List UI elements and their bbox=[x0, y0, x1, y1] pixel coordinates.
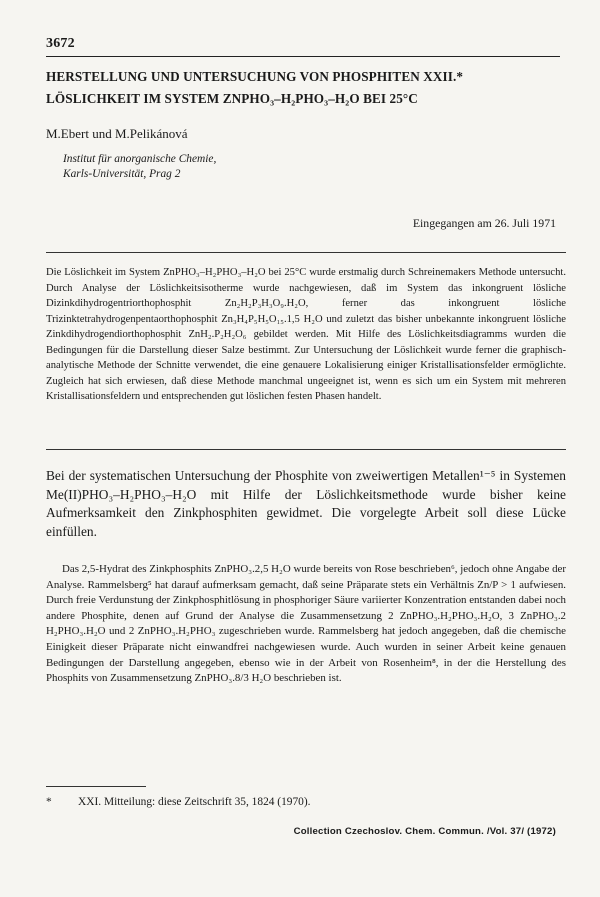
affiliation-line-2: Karls-Universität, Prag 2 bbox=[63, 168, 181, 180]
journal-footer: Collection Czechoslov. Chem. Commun. /Vol. 37/ (1972) bbox=[293, 826, 556, 837]
article-title bbox=[46, 66, 566, 110]
title-line-1: HERSTELLUNG UND UNTERSUCHUNG VON PHOSPHITEN XXII.* bbox=[46, 69, 464, 84]
affiliation-line-1: Institut für anorganische Chemie, bbox=[63, 153, 217, 165]
abstract-text: Die Löslichkeit im System ZnPHO₃–H₂PHO₃–H₂O bei 25°C wurde erstmalig durch Schreinemakers Methode untersucht. Durch Analyse der Löslichkeitsisotherme wurde nachgewiesen, daß im System das inkongruent lösliche Dizinkdihydrogentriorthophosphit Zn₂H₂P₃H₃O₉.H₂O, ferner das inkongruent lösliche Trizinktetrahydrogenpentaorthophosphit Zn₃H₄P₅H₅O₁₅.1,5 H₂O und zuletzt das bisher unbekannte inkongruent lösliche Zinkdihydrogendiorthophosphit ZnH₂.P₂H₂O₆ gebildet werden. Mit Hilfe des Löslichkeitsdiagramms wurden die Bedingungen für die Darstellung dieser Salze bestimmt. Zur Untersuchung der Löslichkeit wurde ferner die graphisch-analytische Methode der Schnitte verwendet, die eine genauere Lokalisierung einiger Kristallisationsfelder ermöglichte. Zugleich hat sich erwiesen, daß diese Methode manchmal ungeeignet ist, wenn es sich um ein System mit mehreren Kristallisationsfeldern und entsprechenden gut löslichen festen Phasen handelt. bbox=[46, 267, 566, 402]
footnote-rule bbox=[46, 786, 146, 787]
body-paragraph: Das 2,5-Hydrat des Zinkphosphits ZnPHO₃.2,5 H₂O wurde bereits von Rose beschrieben⁶, jedoch ohne Angabe der Analyse. Rammelsberg⁵ hat darauf aufmerksam gemacht, daß seine Präparate stets ein Verhältnis Zn/P > 1 aufwiesen. Durch freie Verdunstung der Zinkphosphitlösung in phosphoriger Säure variierter Konzentration entstanden dabei noch andere Phosphite, denen auf Grund der Analyse die Zusammensetzung 2 ZnPHO₃.H₂PHO₃.H₂O, 3 ZnPHO₃.2 H₂PHO₃.H₂O und 2 ZnPHO₃.H₂PHO₃ zugeschrieben wurde. Rammelsberg hat jedoch angegeben, daß die chemische Einigkeit dieser Präparate nicht einwandfrei nachgewiesen wurde. Auch wurden in seiner Arbeit keine genauen Bedingungen der Darstellung angegeben, ebenso wie in der Arbeit von Rosenheim⁸, in der die Herstellung des Phosphits von Zusammensetzung ZnPHO₃.8/3 H₂O beschrieben ist. bbox=[46, 563, 566, 685]
received-date: Eingegangen am 26. Juli 1971 bbox=[412, 216, 556, 230]
page-number: 3672 bbox=[46, 36, 75, 51]
header-rule bbox=[46, 56, 560, 57]
footnote-marker: * bbox=[46, 796, 52, 808]
body-text bbox=[46, 562, 566, 687]
footnote-text: XXI. Mitteilung: diese Zeitschrift 35, 1824 (1970). bbox=[78, 796, 311, 808]
footnote bbox=[46, 796, 566, 808]
affiliation bbox=[63, 152, 216, 182]
abstract-box bbox=[46, 252, 566, 450]
title-line-2: LÖSLICHKEIT IM SYSTEM ZNPHO₃–H₂PHO₃–H₂O BEI 25°C bbox=[46, 91, 418, 106]
authors: M.Ebert und M.Pelikánová bbox=[46, 126, 188, 141]
intro-paragraph: Bei der systematischen Untersuchung der Phosphite von zweiwertigen Metallen¹⁻⁵ in Systemen Me(II)PHO₃–H₂PHO₃–H₂O mit Hilfe der Löslichkeitsmethode wurde bisher keine Aufmerksamkeit den Zinkphosphiten gewidmet. Die vorgelegte Arbeit soll diese Lücke einfüllen. bbox=[46, 468, 566, 539]
